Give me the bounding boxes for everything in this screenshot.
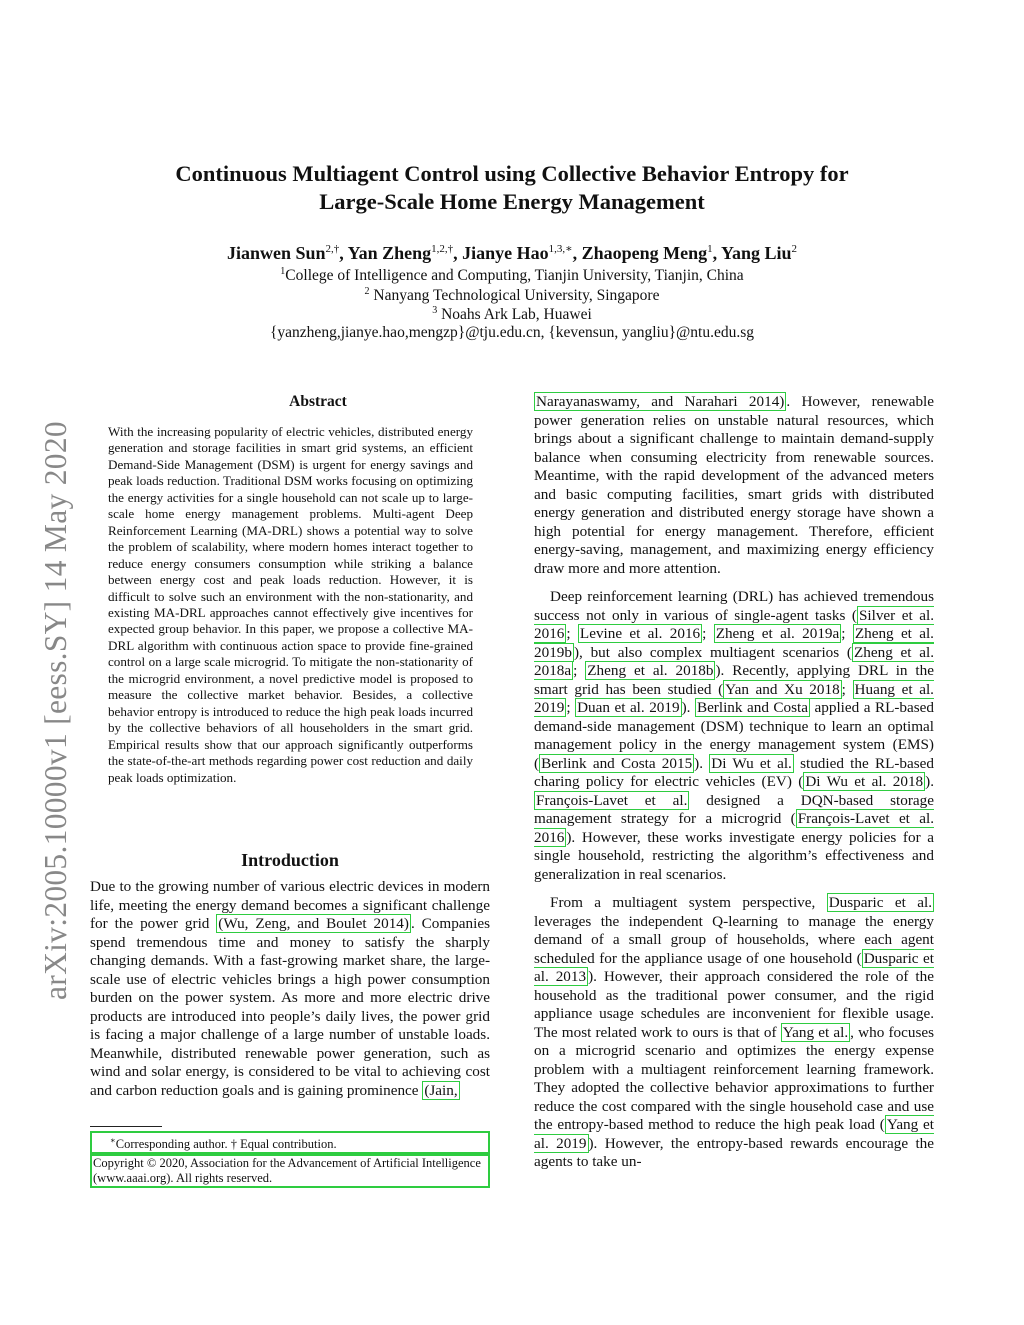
right-column xyxy=(534,393,934,1182)
citation-link[interactable]: Yan and Xu 2018 xyxy=(725,680,840,698)
author-emails: {yanzheng,jianye.hao,mengzp}@tju.edu.cn, {kevensun, yangliu}@ntu.edu.sg xyxy=(269,324,754,341)
citation-link[interactable]: Zheng et al. 2018b xyxy=(587,662,714,679)
paper-title xyxy=(0,160,1024,216)
affiliation: $^3$ Noahs Ark Lab, Huawei xyxy=(432,305,592,324)
citation-link[interactable]: (Wu, Zeng, and Boulet 2014) xyxy=(218,915,409,932)
abstract-heading: Abstract xyxy=(289,393,347,410)
citation-link[interactable]: Berlink and Costa 2015 xyxy=(541,754,693,772)
citation-link[interactable]: Levine et al. 2016 xyxy=(579,625,701,642)
footnote-divider xyxy=(90,1126,162,1127)
citation-link[interactable]: Di Wu et al. 2018 xyxy=(805,773,924,790)
citation-link[interactable]: Zheng et al. 2019a xyxy=(715,625,840,642)
citation-link[interactable]: Yang et al. 2019 xyxy=(534,1116,934,1152)
footnote-copyright[interactable]: Copyright © 2020, Association for the Advancement of Artificial Intelligence (www.aaai.org). All rights reserved. xyxy=(90,1154,490,1188)
citation-link[interactable]: François-Lavet et al. 2016 xyxy=(534,810,934,846)
footnote-corresponding[interactable]: ∗Corresponding author. † Equal contribution. xyxy=(90,1131,490,1154)
title-line-1: Continuous Multiagent Control using Collective Behavior Entropy for xyxy=(175,161,849,186)
affiliation: $^1$College of Intelligence and Computing, Tianjin University, Tianjin, China xyxy=(280,266,744,285)
affiliation: $^2$ Nanyang Technological University, Singapore xyxy=(364,286,660,305)
citation-link[interactable]: Duan et al. 2019 xyxy=(577,699,680,716)
citation-link[interactable]: François-Lavet et al. xyxy=(536,791,688,809)
introduction-heading: Introduction xyxy=(241,850,339,870)
body-paragraph: From a multiagent system perspective, Dusparic et al. leverages the independent Q-learning to manage the energy demand of a small group of households, where each agent scheduled for the appliance usage of one household ( Dusparic et al. 2013 ). However, their approach considered the role of the household as the traditional power consumer, and the rigid appliance usage schedules are inconvenient for flexible usage. The most related work to ours is that of Yang et al. , who focuses on a microgrid scenario and optimizes the energy expense problem with a multiagent reinforcement learning framework. They adopted the collective behavior approximations to further reduce the cost compared with the single household case and use the entropy-based method to reduce the high peak load ( Yang et al. 2019 ). However, the entropy-based rewards encourage the agents to take un- xyxy=(534,894,935,1170)
introduction-paragraph: Due to the growing number of various electric devices in modern life, meeting the energy demand becomes a significant challenge for the power grid (Wu, Zeng, and Boulet 2014) . Companies spend tremendous time and money to satisfy the sharply changing demands. With a fast-growing market share, the large-scale use of electric vehicles brings a high power consumption burden on the power system. As more and more electric drive products are introduced into people’s daily lives, the power grid is facing a major challenge of a large number of unstable loads. Meanwhile, distributed renewable power generation, such as wind and solar energy, is considered to be vital to achieving cost and carbon reduction goals and is gaining prominence (Jain, xyxy=(90,878,490,1099)
arxiv-stamp: arXiv:2005.10000v1 [eess.SY] 14 May 2020 xyxy=(38,421,73,1000)
citation-link[interactable]: Zheng et al. 2018a xyxy=(534,643,934,679)
citation-link[interactable]: Di Wu et al. xyxy=(711,754,792,772)
citation-link[interactable]: Narayanaswamy, and Narahari 2014) xyxy=(536,393,785,410)
citation-link[interactable]: Yang et al. xyxy=(782,1023,849,1041)
citation-link[interactable]: (Jain, xyxy=(424,1081,458,1099)
citation-link[interactable]: Zheng et al. 2019b xyxy=(534,625,934,661)
author: Yan Zheng$^{1,2,\dagger}$, xyxy=(347,243,463,263)
citation-link[interactable]: Berlink and Costa xyxy=(696,699,809,716)
author: Yang Liu$^2$ xyxy=(721,243,798,263)
author: Zhaopeng Meng$^1$, xyxy=(581,243,721,263)
citation-link[interactable]: Silver et al. 2016 xyxy=(534,606,934,642)
author: Jianye Hao$^{1,3,∗}$, xyxy=(462,243,582,263)
body-paragraph: Narayanaswamy, and Narahari 2014) . However, renewable power generation relies on unstable natural resources, which brings about a significant challenge to maintain demand-supply balance when consuming electricity from renewable sources. Meantime, with the rapid development of the advanced meters and basic computing facilities, smart grids with distributed energy generation and distributed energy storage have shown a high potential for energy management. Therefore, efficient energy-saving, management, and maximizing energy efficiency draw more and more attention. xyxy=(534,393,935,577)
abstract-text: With the increasing popularity of electric vehicles, distributed energy generation and storage facilities in smart grid systems, an efficient Demand-Side Management (DSM) is urgent for energy savings and peak loads reduction. Traditional DSM works focusing on optimizing the energy activities for a single household can not scale up to large-scale home energy management problems. Multi-agent Deep Reinforcement Learning (MA-DRL) shows a potential way to solve the problem of scalability, where modern homes interact together to reduce energy consumers consumption while striking a balance between energy cost and peak loads reduction. However, it is difficult to solve such an environment with the non-stationarity, and existing MA-DRL approaches cannot effectively give incentives for expected group behavior. In this paper, we propose a collective MA-DRL algorithm with continuous action space to provide fine-grained control on a large scale microgrid. To mitigate the non-stationarity of the microgrid environment, a novel predictive model is proposed to measure the collective market behavior. Besides, a collective behavior entropy is introduced to reduce the high peak loads incurred by the collective behaviors of all householders in the smart grid. Empirical results show that our approach significantly outperforms the state-of-the-art methods regarding power cost reduction and daily peak loads optimization. xyxy=(108,424,473,785)
author-list xyxy=(0,242,1024,264)
author: Jianwen Sun$^{2,\dagger}$, xyxy=(226,243,348,263)
citation-link[interactable]: Huang et al. 2019 xyxy=(534,680,934,716)
citation-link[interactable]: Dusparic et al. xyxy=(828,894,933,911)
title-line-2: Large-Scale Home Energy Management xyxy=(319,189,705,214)
citation-link[interactable]: Dusparic et al. 2013 xyxy=(534,949,934,985)
body-paragraph: Deep reinforcement learning (DRL) has achieved tremendous success not only in various of single-agent tasks ( Silver et al. 2016 ; Levine et al. 2016 ; Zheng et al. 2019a ; Zheng et al. 2019b ), but also complex multiagent scenarios ( Zheng et al. 2018a ; Zheng et al. 2018b ). Recently, applying DRL in the smart grid has been studied ( Yan and Xu 2018 ; Huang et al. 2019 ; Duan et al. 2019 ). Berlink and Costa applied a RL-based demand-side management (DSM) technique to learn an optimal management policy in the energy management system (EMS) ( Berlink and Costa 2015 ). Di Wu et al. studied the RL-based charing policy for electric vehicles (EV) ( Di Wu et al. 2018 ). François-Lavet et al. designed a DQN-based storage management strategy for a microgrid ( François-Lavet et al. 2016 ). However, these works investigate energy policies for a single household, restricting the algorithm’s effectiveness and generalization in real scenarios. xyxy=(534,588,934,883)
footnotes xyxy=(90,1131,490,1188)
